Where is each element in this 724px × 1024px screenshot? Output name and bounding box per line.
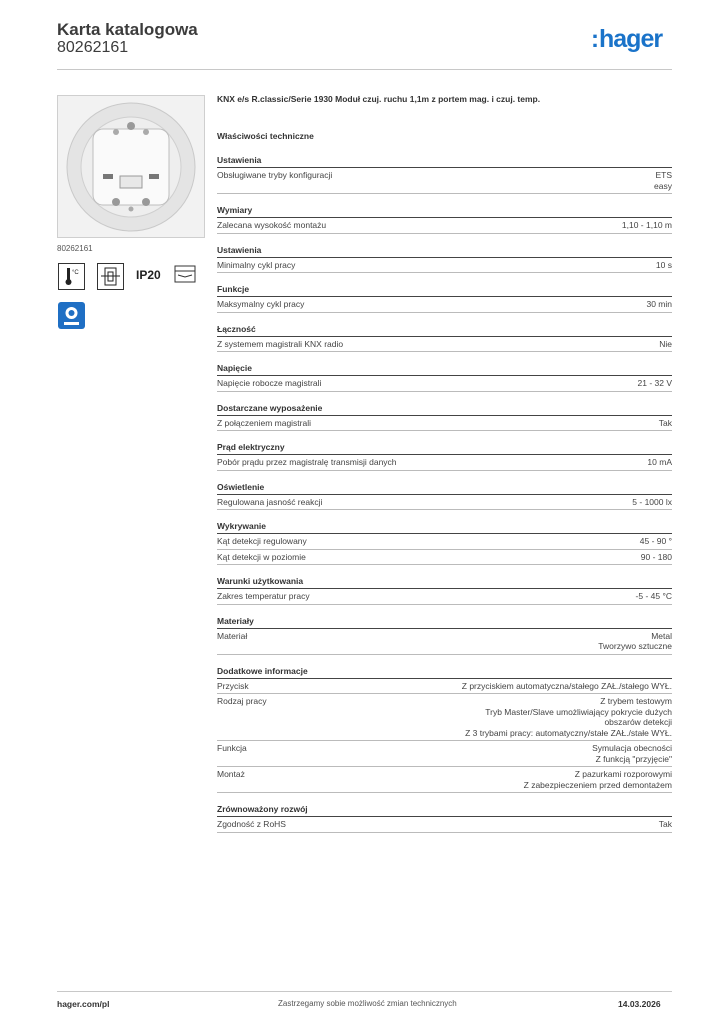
spec-group-title: Zrównoważony rozwój <box>217 804 672 817</box>
spec-group <box>217 155 672 194</box>
spec-label: Zakres temperatur pracy <box>217 591 310 601</box>
footer-date: 14.03.2026 <box>618 999 661 1009</box>
spec-value-line: -5 - 45 °C <box>635 591 672 601</box>
spec-group-title: Ustawienia <box>217 245 672 258</box>
footer-disclaimer: Zastrzegamy sobie możliwość zmian technicznych <box>278 999 457 1008</box>
spec-value-line: 90 - 180 <box>640 551 672 562</box>
spec-value-line: easy <box>654 180 672 191</box>
spec-group <box>217 616 672 655</box>
spec-group <box>217 284 672 313</box>
temperature-icon <box>58 263 85 290</box>
spec-group <box>217 576 672 605</box>
spec-label: Funkcja <box>217 743 247 753</box>
svg-text:°C: °C <box>72 270 79 276</box>
spec-value <box>592 743 672 764</box>
spec-value <box>659 418 672 429</box>
spec-group <box>217 804 672 833</box>
spec-row <box>217 297 672 313</box>
spec-row <box>217 589 672 605</box>
spec-group <box>217 403 672 432</box>
spec-label: Montaż <box>217 769 245 779</box>
spec-value-line: 45 - 90 ° <box>639 536 672 546</box>
hager-logo <box>591 25 662 54</box>
spec-row <box>217 416 672 432</box>
spec-value <box>640 536 672 547</box>
document-code: 80262161 <box>57 39 129 56</box>
spec-value-line: 10 mA <box>647 457 672 467</box>
spec-label: Napięcie robocze magistrali <box>217 378 322 388</box>
spec-label: Zgodność z RoHS <box>217 819 286 829</box>
spec-group-title: Ustawienia <box>217 155 672 168</box>
spec-value-line: Z 3 trybami pracy: automatyczny/stałe ZAŁ./stałe WYŁ. <box>465 727 672 738</box>
spec-label: Pobór prądu przez magistralę transmisji danych <box>217 457 397 467</box>
spec-value-line: 1,10 - 1,10 m <box>621 220 672 230</box>
spec-label: Z systemem magistrali KNX radio <box>217 338 344 349</box>
spec-value-line: 10 s <box>655 259 672 270</box>
spec-value <box>654 170 672 191</box>
spec-label: Zalecana wysokość montażu <box>217 220 327 230</box>
spec-value-line: Tworzywo sztuczne <box>598 641 672 651</box>
screen-icon <box>173 263 197 287</box>
spec-value-line: ETS <box>655 170 672 180</box>
spec-value-line: Symulacja obecności <box>592 743 672 753</box>
spec-label: Maksymalny cykl pracy <box>217 299 305 309</box>
logo-colon: : <box>591 26 598 53</box>
spec-value <box>524 769 672 790</box>
spec-value-line: Tryb Master/Slave umożliwiający pokrycie dużych <box>485 706 672 717</box>
spec-content <box>217 94 672 844</box>
spec-group-title: Warunki użytkowania <box>217 576 672 589</box>
spec-label: Materiał <box>217 630 248 641</box>
spec-value <box>647 457 672 468</box>
spec-row <box>217 629 672 655</box>
spec-value-line: Tak <box>658 417 672 428</box>
spec-group <box>217 482 672 511</box>
spec-value <box>646 299 672 310</box>
spec-value-line: Metal <box>651 630 672 641</box>
logo-text: hager <box>599 25 663 53</box>
spec-value <box>632 497 672 508</box>
spec-group <box>217 205 672 234</box>
footer-website-link[interactable]: hager.com/pl <box>57 999 110 1009</box>
spec-value <box>638 378 673 389</box>
spec-label: Kąt detekcji w poziomie <box>217 551 306 562</box>
spec-group-title: Materiały <box>217 616 672 629</box>
spec-group <box>217 324 672 353</box>
spec-value-line: Nie <box>659 338 672 349</box>
spec-value-line: Z trybem testowym <box>600 696 672 706</box>
spec-value-line: 21 - 32 V <box>637 378 672 388</box>
spec-row <box>217 694 672 741</box>
spec-row <box>217 679 672 695</box>
footer-divider <box>57 991 672 992</box>
spec-value-line: obszarów detekcji <box>604 717 672 727</box>
spec-group <box>217 245 672 274</box>
spec-group <box>217 666 672 794</box>
product-title: KNX e/s R.classic/Serie 1930 Moduł czuj. ruchu 1,1m z portem mag. i czuj. temp. <box>217 94 541 104</box>
spec-group-title: Oświetlenie <box>217 482 672 495</box>
spec-group-title: Wymiary <box>217 205 672 218</box>
section-heading: Właściwości techniczne <box>217 131 314 141</box>
spec-row <box>217 376 672 392</box>
ip20-badge: IP20 <box>136 268 161 282</box>
document-title: Karta katalogowa <box>57 20 198 39</box>
spec-value-line: Z przyciskiem automatyczna/stałego ZAŁ./stałego WYŁ. <box>461 680 672 691</box>
spec-label: Kąt detekcji regulowany <box>217 536 307 546</box>
spec-value <box>462 681 672 692</box>
spec-group-title: Napięcie <box>217 363 672 376</box>
spec-label: Przycisk <box>217 680 249 691</box>
spec-row <box>217 337 672 353</box>
spec-label: Regulowana jasność reakcji <box>217 496 323 507</box>
spec-row <box>217 741 672 767</box>
header-divider <box>57 69 672 70</box>
spec-value-line: Z funkcją "przyjęcie" <box>595 753 672 764</box>
spec-group-title: Dostarczane wyposażenie <box>217 403 672 416</box>
spec-label: Minimalny cykl pracy <box>217 259 296 270</box>
spec-value <box>465 696 672 738</box>
spec-group <box>217 521 672 565</box>
spec-value <box>656 260 672 271</box>
spec-value <box>622 220 672 231</box>
spec-value <box>636 591 672 602</box>
spec-group-title: Funkcje <box>217 284 672 297</box>
spec-group-title: Wykrywanie <box>217 521 672 534</box>
spec-label: Obsługiwane tryby konfiguracji <box>217 170 333 180</box>
spec-row <box>217 534 672 550</box>
spec-label: Rodzaj pracy <box>217 696 267 706</box>
knx-badge-icon <box>58 302 85 329</box>
spec-value-line: 5 - 1000 lx <box>632 496 672 507</box>
spec-group-title: Łączność <box>217 324 672 337</box>
spec-row <box>217 495 672 511</box>
spec-group-title: Dodatkowe informacje <box>217 666 672 679</box>
spec-groups <box>217 155 672 833</box>
spec-group <box>217 363 672 392</box>
spec-row <box>217 550 672 566</box>
spec-row <box>217 258 672 274</box>
spec-value-line: Tak <box>658 819 672 829</box>
spec-label: Z połączeniem magistrali <box>217 417 312 428</box>
spec-row <box>217 168 672 194</box>
spec-group-title: Prąd elektryczny <box>217 442 672 455</box>
product-image <box>57 95 205 238</box>
spec-group <box>217 442 672 471</box>
spec-value <box>641 552 672 563</box>
spec-value <box>659 339 672 350</box>
spec-row <box>217 817 672 833</box>
spec-value-line: Z pazurkami rozporowymi <box>574 769 672 779</box>
spec-value-line: 30 min <box>646 299 672 309</box>
spec-value <box>659 819 672 830</box>
spec-value <box>598 631 672 652</box>
din-module-icon <box>97 263 124 290</box>
spec-row <box>217 455 672 471</box>
spec-row <box>217 767 672 793</box>
image-product-code: 80262161 <box>57 244 93 253</box>
spec-value-line: Z zabezpieczeniem przed demontażem <box>523 779 672 790</box>
spec-row <box>217 218 672 234</box>
